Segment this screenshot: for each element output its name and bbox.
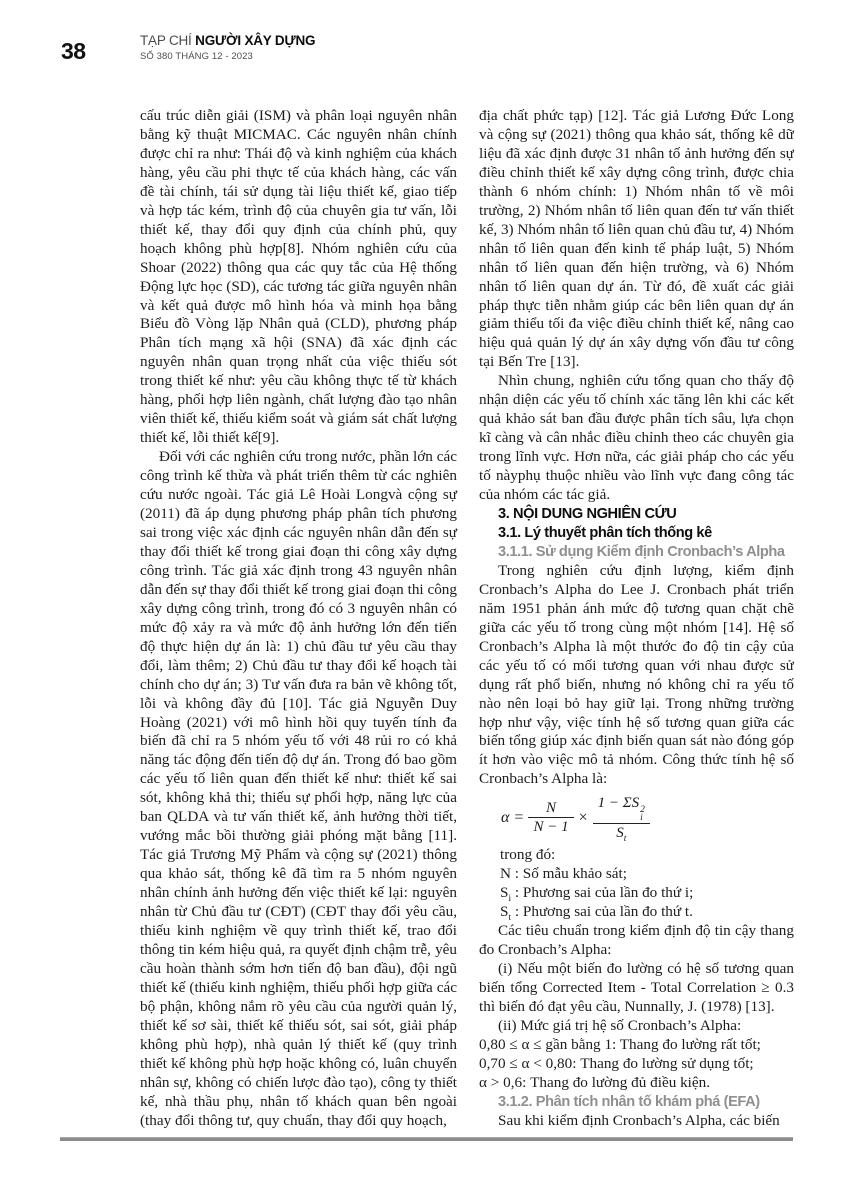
journal-masthead [140, 33, 315, 62]
criterion-line: α > 0,6: Thang đo lường đủ điều kiện. [479, 1073, 711, 1091]
cronbach-alpha-formula [479, 789, 794, 846]
formula-supsub: 2 i [640, 804, 645, 824]
criterion-line: 0,70 ≤ α < 0,80: Thang đo lường sử dụng tốt; [479, 1054, 754, 1072]
formula-fraction-2: 1 − ΣS 2 i $S_t$ [593, 794, 650, 842]
paragraph: (i) Nếu một biến đo lường có hệ số tương quan biến tổng Corrected Item - Total Correlation ≥ 0.3 thì biến đó đạt yêu cầu, Nunnally, J. (1978) [13]. [479, 960, 794, 1015]
paragraph: (ii) Mức giá trị hệ số Cronbach’s Alpha: [498, 1016, 742, 1034]
formula-term-st: $S_t$ : Phương sai của lần đo thứ t. [500, 903, 693, 924]
paragraph: Trong nghiên cứu định lượng, kiểm định Cronbach’s Alpha do Lee J. Cronbach phát triển năm 1951 phản ánh mức độ tương quan chặt chẽ giữa các yếu tố trong cùng một nhóm [14]. Hệ số Cronbach’s Alpha là một thước đo độ tin cậy của các yếu tố có mối tương quan với nhau được sử dụng rất phổ biến, nhưng nó không chỉ ra yếu tố nào nên loại bỏ hay giữ lại. Trong những trường hợp như vậy, việc tính hệ số tương quan giữa các biến tổng giúp xác định biến quan sát nào đóng góp ít hơn vào việc mô tả nhóm. Công thức tính hệ số Cronbach’s Alpha là: [479, 561, 794, 788]
paragraph: Nhìn chung, nghiên cứu tổng quan cho thấy độ nhận diện các yếu tố chính xác tăng lên khi các kết quả khảo sát ban đầu được phân tích sâu, lựa chọn kĩ càng và cân nhắc điều chỉnh theo các chuyên gia trong lĩnh vực. Hơn nữa, các giải pháp cho các yếu tố nàyphụ thuộc nhiều vào lĩnh vực đang công tác của nhóm các tác giả. [479, 372, 794, 504]
journal-issue: SỐ 380 THÁNG 12 - 2023 [140, 51, 253, 62]
footer-divider [60, 1137, 793, 1141]
article-body [140, 107, 794, 1142]
journal-name: NGƯỜI XÂY DỰNG [195, 33, 316, 48]
right-column [479, 107, 794, 1142]
subsubsection-heading: 3.1.2. Phân tích nhân tố khám phá (EFA) [498, 1093, 760, 1110]
journal-prefix: TẠP CHÍ [140, 33, 196, 48]
formula-term-si: $S_i$ : Phương sai của lần đo thứ i; [500, 884, 694, 905]
subsection-heading: 3.1. Lý thuyết phân tích thống kê [498, 524, 712, 541]
page-number: 38 [61, 38, 86, 64]
formula-term-n: N : Số mẫu khảo sát; [500, 865, 627, 883]
criterion-line: 0,80 ≤ α ≤ gần bằng 1: Thang đo lường rất tốt; [479, 1035, 761, 1053]
formula-times: × [578, 808, 588, 826]
formula-where-label: trong đó: [500, 846, 556, 864]
paragraph: Sau khi kiểm định Cronbach’s Alpha, các biến [498, 1111, 780, 1129]
formula-fraction-1: $\frac{N}{N - 1}$ [528, 799, 573, 836]
paragraph: địa chất phức tạp) [12]. Tác giả Lương Đức Long và cộng sự (2021) thông qua khảo sát, thống kê dữ liệu đã xác định được 31 nhân tố ảnh hưởng đến sự điều chỉnh thiết kế xây dựng công trình, được chia thành 6 nhóm chính: 1) Nhóm nhân tố về môi trường, 2) Nhóm nhân tố liên quan đến tư vấn thiết kế, 3) Nhóm nhân tố liên quan chủ đầu tư, 4) Nhóm nhân tố liên quan đến kinh tế pháp luật, 5) Nhóm nhân tố liên quan đến hiện trường, và 6) Nhóm nhân tố liên quan dự án. Từ đó, đề xuất các giải pháp thực tiễn nhằm giúp các bên liên quan dự án giảm thiểu tối đa việc điều chỉnh thiết kế, nâng cao hiệu quả quản lý dự án xây dựng vốn đầu tư công tại Bến Tre [13]. [479, 107, 794, 371]
paragraph: cấu trúc diễn giải (ISM) và phân loại nguyên nhân bằng kỹ thuật MICMAC. Các nguyên nhân chính được chỉ ra như: Thái độ và kinh nghiệm của khách hàng, yêu cầu phi thực tế của khách hàng, các vấn đề tài chính, tái sử dụng tài liệu thiết kế, giao tiếp và hợp tác kém, trình độ của chuyên gia tư vấn, lỗi thiết kế, thay đổi quy định của chính phủ, quy hoạch không phù hợp[8]. Nhóm nghiên cứu của Shoar (2022) thông qua các quy tắc của Hệ thống Động lực học (SD), các tương tác giữa nguyên nhân và kết quả được mô hình hóa và minh họa bằng Biểu đồ Vòng lặp Nhân quả (CLD), phương pháp Phân tích mạng xã hội (SNA) đã xác định các nguyên nhân quan trọng nhất của việc thiếu sót trong thiết kế như: yêu cầu không thực tế từ khách hàng, phối hợp liên ngành, chất lượng đào tạo nhân viên thiết kế, thiếu kiểm soát và giám sát chất lượng thiết kế, lỗi thiết kế[9]. [140, 107, 457, 447]
paragraph: Đối với các nghiên cứu trong nước, phần lớn các công trình kế thừa và phát triển thêm từ các nghiên cứu nước ngoài. Tác giả Lê Hoài Longvà cộng sự (2011) đã áp dụng phương pháp phân tích phương sai trong việc xác định các nguyên nhân dẫn đến sự thay đổi thiết kế trong giai đoạn thi công xây dựng công trình. Tác giả xác định trong 43 nguyên nhân dẫn đến sự thay đổi thiết kế trong giai đoạn thi công xây dựng công trình, trong đó có 3 nguyên nhân có mức độ xảy ra và mức độ ảnh hưởng lớn đến tiến độ thực hiện dự án là: 1) chủ đầu tư yêu cầu thay đổi, làm thêm; 2) Chủ đầu tư thay đổi kế hoạch tài chính cho dự án; 3) Tư vấn đưa ra bản vẽ không tốt, lỗi và không đầy đủ [10]. Tác giả Nguyễn Duy Hoàng (2021) với mô hình hồi quy tuyến tính đa biến đã chỉ ra 5 nhóm yếu tố với 48 rủi ro có khả năng tác động đến tiến độ dự án. Trong đó bao gồm các yếu tố liên quan đến thiết kế như: thiết kế sai sót, không khả thi; thiếu sự phối hợp, năng lực của ban QLDA và tư vấn thiết kế, ảnh hưởng thời tiết, vướng mắc bồi thường giải phóng mặt bằng [11]. Tác giả Trương Mỹ Phẩm và cộng sự (2021) thông qua khảo sát, thống kê đã tìm ra 5 nhóm nguyên nhân chính ảnh hưởng đến việc thiết kế lại: nguyên nhân từ Chủ đầu tư (CĐT) (CĐT thay đổi yêu cầu, thiếu kinh nghiệm về quy trình thiết kế, trao đổi thông tin kém hiệu quả, ra quyết định chậm trễ, yêu cầu hoàn thành sớm hơn tiến độ ban đầu), đội ngũ thiết kế (thiếu kinh nghiệm, thiếu phối hợp giữa các bộ phận, không nắm rõ yêu cầu của người quản lý, thiết kế sơ sài, thiết kế thiếu sót, sai sót, giải pháp không phù hợp), nhà quản lý thiết kế (quy trình thiết kế không phù hợp hoặc không có, luân chuyển nhân sự, không có chiến lược đào tạo), công ty thiết kế, nhà thầu phụ, nhân tố khách quan bên ngoài (thay đổi thông tư, quy chuẩn, thay đổi quy hoạch, [140, 448, 457, 1129]
section-heading: 3. NỘI DUNG NGHIÊN CỨU [498, 506, 677, 523]
journal-title-line [140, 33, 315, 48]
formula-alpha: α [501, 808, 510, 826]
left-column [140, 107, 457, 1142]
paragraph: Các tiêu chuẩn trong kiểm định độ tin cậy thang đo Cronbach’s Alpha: [479, 922, 794, 959]
subsubsection-heading: 3.1.1. Sử dụng Kiểm định Cronbach’s Alpha [498, 543, 785, 560]
formula-equals: = [514, 808, 524, 826]
